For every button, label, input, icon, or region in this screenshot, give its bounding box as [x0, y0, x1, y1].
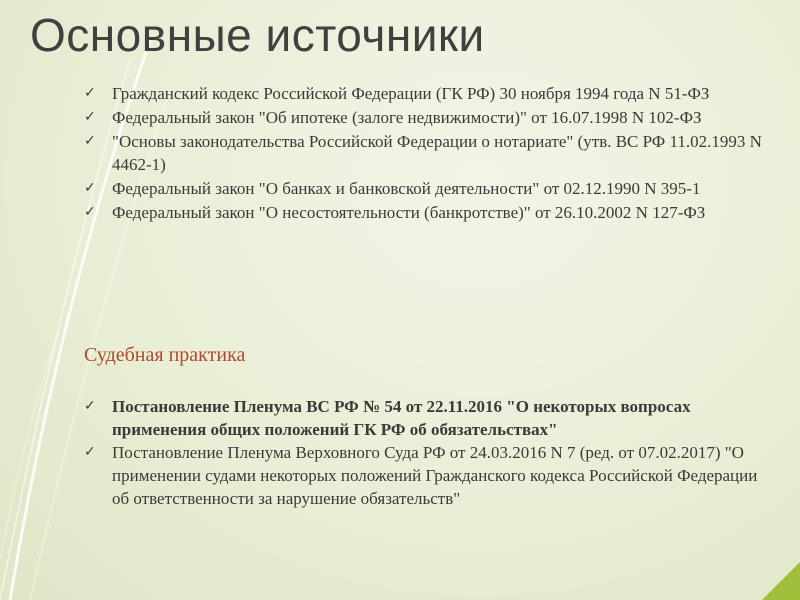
list-item: [84, 106, 764, 129]
checkmark-bullet-icon: ✓: [84, 180, 96, 196]
list-item: [84, 395, 764, 441]
checkmark-bullet-icon: ✓: [84, 109, 96, 125]
list-item: [84, 82, 764, 105]
practice-list: [84, 395, 764, 510]
list-item: [84, 201, 764, 224]
slide-title: Основные источники: [30, 9, 485, 61]
source-item-text: Федеральный закон "О банках и банковской деятельности" от 02.12.1990 N 395-1: [112, 179, 701, 198]
checkmark-bullet-icon: ✓: [84, 204, 96, 220]
practice-heading: Судебная практика: [84, 344, 246, 366]
sources-list: [84, 82, 764, 225]
source-item-text: Федеральный закон "О несостоятельности (банкротстве)" от 26.10.2002 N 127-ФЗ: [112, 203, 706, 222]
checkmark-bullet-icon: ✓: [84, 444, 96, 460]
checkmark-bullet-icon: ✓: [84, 133, 96, 149]
list-item: [84, 130, 764, 176]
source-item-text: Федеральный закон "Об ипотеке (залоге недвижимости)" от 16.07.1998 N 102-ФЗ: [112, 108, 702, 127]
list-item: [84, 177, 764, 200]
practice-item-text: Постановление Пленума Верховного Суда РФ от 24.03.2016 N 7 (ред. от 07.02.2017) "О применении судами некоторых положений Гражданского кодекса Российской Федерации об ответственности за нарушение обязательств": [112, 443, 758, 508]
source-item-text: Гражданский кодекс Российской Федерации (ГК РФ) 30 ноября 1994 года N 51-ФЗ: [112, 84, 710, 103]
checkmark-bullet-icon: ✓: [84, 85, 96, 101]
source-item-text: "Основы законодательства Российской Федерации о нотариате" (утв. ВС РФ 11.02.1993 N 4462-1): [112, 132, 762, 174]
checkmark-bullet-icon: ✓: [84, 398, 96, 414]
list-item: [84, 441, 764, 510]
practice-item-text: Постановление Пленума ВС РФ № 54 от 22.11.2016 "О некоторых вопросах применения общих положений ГК РФ об обязательствах": [112, 397, 691, 439]
corner-accent: [762, 562, 800, 600]
